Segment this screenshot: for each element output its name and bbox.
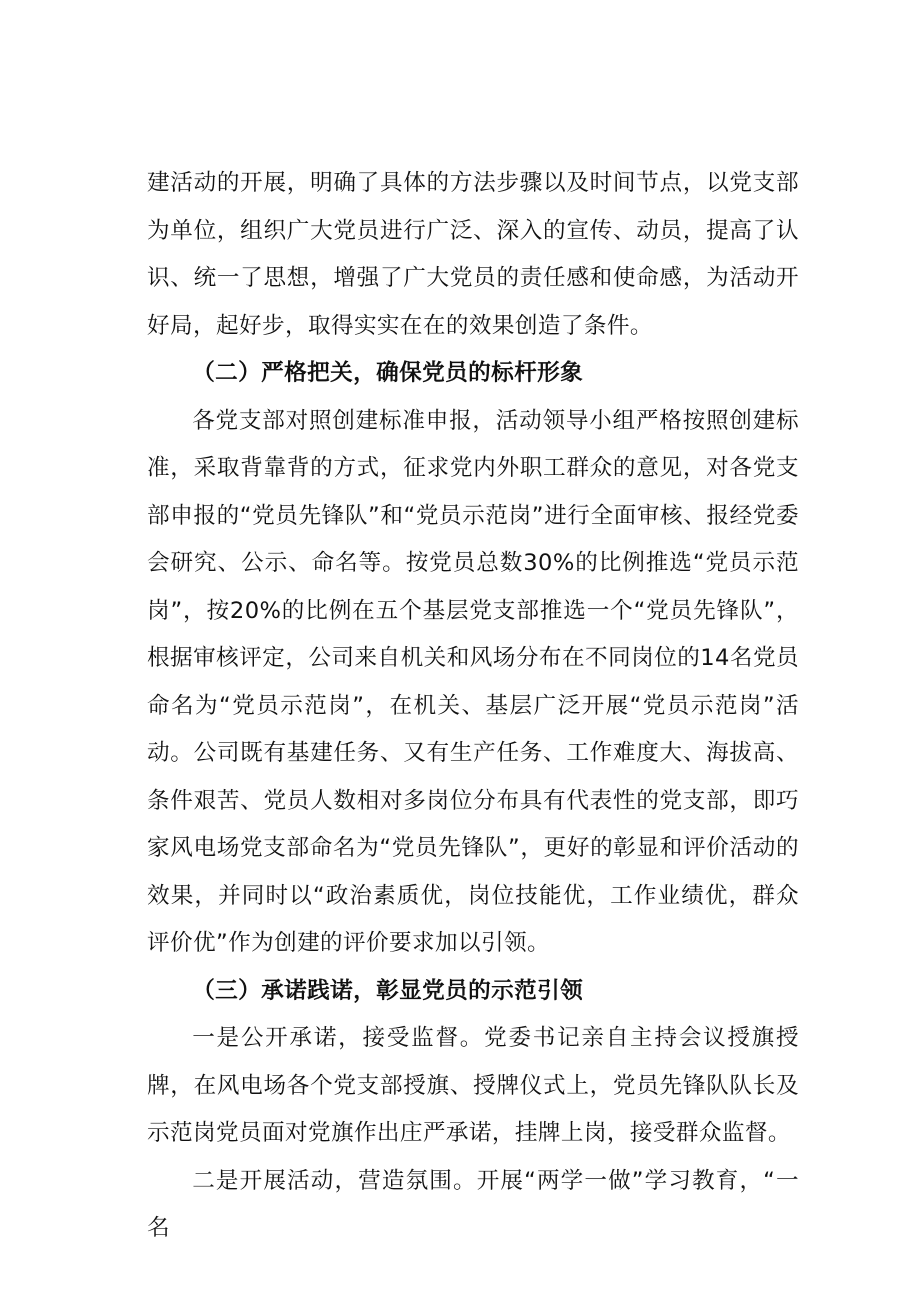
paragraph-body: 一是公开承诺，接受监督。党委书记亲自主持会议授旗授牌，在风电场各个党支部授旗、授牌仪式上，党员先锋队队长及示范岗党员面对党旗作出庄严承诺，挂牌上岗，接受群众监督。 [147, 1025, 799, 1146]
document-body [147, 160, 799, 1253]
section-heading-3: （三）承诺践诺，彰显党员的示范引领 [192, 977, 584, 1004]
section-heading-2: （二）严格把关，确保党员的标杆形象 [192, 360, 584, 386]
paragraph-body: 各党支部对照创建标准申报，活动领导小组严格按照创建标准，采取背靠背的方式，征求党内外职工群众的意见，对各党支部申报的“党员先锋队”和“党员示范岗”进行全面审核、报经党委会研究、公示、命名等。按党员总数30%的比例推选“党员示范岗”，按20%的比例在五个基层党支部推选一个“党员先锋队”，根据审核评定，公司来自机关和风场分布在不同岗位的14名党员命名为“党员示范岗”，在机关、基层广泛开展“党员示范岗”活动。公司既有基建任务、又有生产任务、工作难度大、海拔高、条件艰苦、党员人数相对多岗位分布具有代表性的党支部，即巧家风电场党支部命名为“党员先锋队”，更好的彰显和评价活动的效果，并同时以“政治素质优，岗位技能优，工作业绩优，群众评价优”作为创建的评价要求加以引领。 [147, 407, 799, 956]
paragraph-body: 二是开展活动，营造氛围。开展“两学一做”学习教育，“一名 [147, 1167, 799, 1241]
paragraph-continuation: 建活动的开展，明确了具体的方法步骤以及时间节点，以党支部为单位，组织广大党员进行广泛、深入的宣传、动员，提高了认识、统一了思想，增强了广大党员的责任感和使命感，为活动开好局，起好步，取得实实在在的效果创造了条件。 [147, 170, 799, 339]
